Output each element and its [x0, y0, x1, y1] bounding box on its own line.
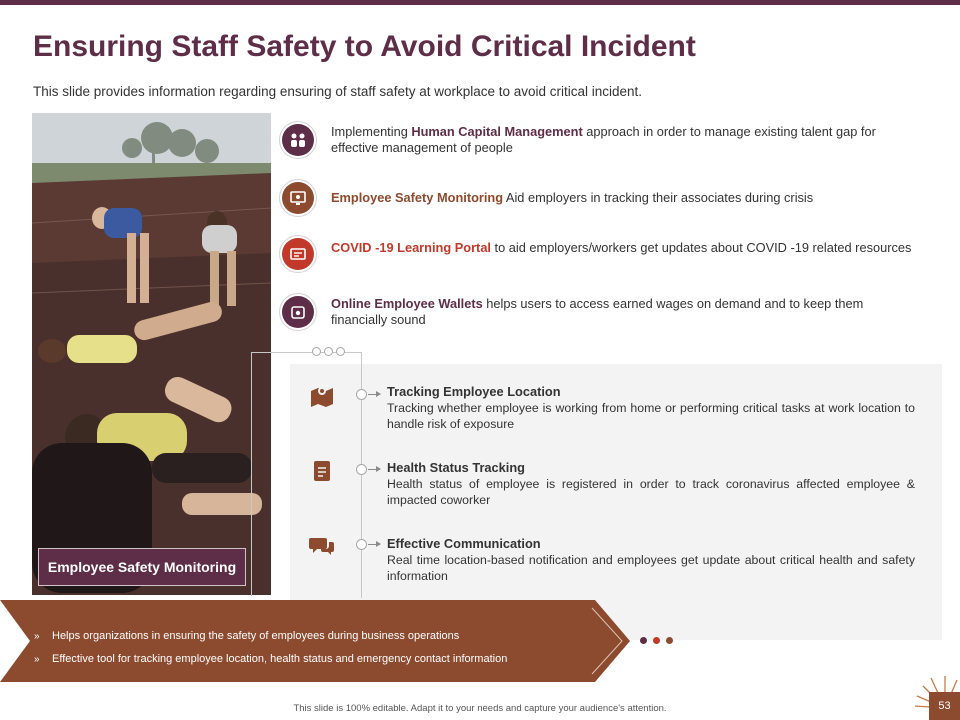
connector-line-vertical — [251, 352, 252, 596]
top-accent-bar — [0, 0, 960, 5]
timeline-node — [356, 539, 367, 550]
banner-bullets — [34, 625, 507, 671]
chat-icon — [308, 532, 336, 560]
page-number: 53 — [929, 692, 960, 720]
timeline-node — [356, 389, 367, 400]
feature-health-status: Health Status Tracking Health status of employee is registered in order to track coronavirus affected employee & impacted coworker — [387, 460, 915, 507]
timeline-arrow — [368, 469, 380, 470]
connector-dot — [336, 347, 345, 356]
timeline-node — [356, 464, 367, 475]
feature-communication: Effective Communication Real time location-based notification and employees get update about critical health and safety information — [387, 536, 915, 583]
connector-dot — [324, 347, 333, 356]
banner-bullet: » Effective tool for tracking employee location, health status and emergency contact information — [34, 653, 508, 665]
portal-icon — [282, 238, 314, 270]
clipboard-icon — [308, 457, 336, 485]
team-icon — [282, 124, 314, 156]
slide-subtitle: This slide provides information regarding ensuring of staff safety at workplace to avoid critical incident. — [33, 84, 643, 99]
athletes-photo — [32, 113, 271, 595]
monitor-icon — [282, 182, 314, 214]
map-pin-icon — [308, 381, 336, 409]
footer-note: This slide is 100% editable. Adapt it to your needs and capture your audience's attention. — [293, 703, 667, 714]
timeline-arrow — [368, 394, 380, 395]
slide-title: Ensuring Staff Safety to Avoid Critical Incident — [33, 30, 696, 63]
connector-dot — [312, 347, 321, 356]
timeline-arrow — [368, 544, 380, 545]
wallet-icon — [282, 296, 314, 328]
banner-bullet: » Helps organizations in ensuring the safety of employees during business operations — [34, 630, 460, 642]
photo-label: Employee Safety Monitoring — [38, 548, 246, 586]
feature-tracking-location: Tracking Employee Location Tracking whether employee is working from home or performing critical tasks at work location to handle risk of exposure — [387, 384, 915, 431]
